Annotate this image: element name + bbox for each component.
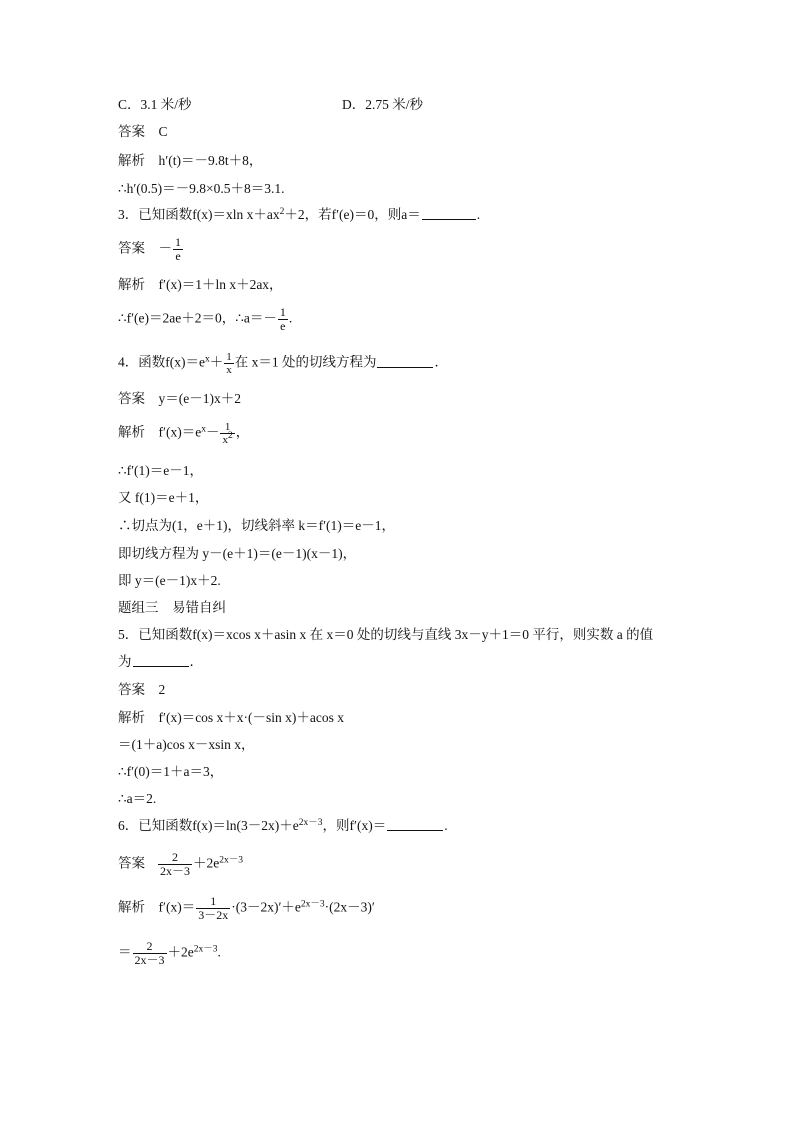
q4-analysis-1 — [118, 421, 249, 446]
q6-stem-end: . — [444, 818, 448, 833]
q6-stem — [118, 817, 448, 835]
q6-analysis-2-exponent: 2x－3 — [193, 944, 218, 955]
fraction-denominator-base: x — [222, 434, 228, 446]
q6-answer-blank — [387, 818, 443, 831]
q6-analysis-1-text-3: ·(2x－3)′ — [324, 899, 375, 915]
q6-analysis-2 — [118, 940, 221, 967]
q3-stem-text-2: ＋2，若f′(e)＝0，则a＝ — [284, 207, 421, 222]
q5-analysis-1: 解析 f′(x)＝cos x＋x·(－sin x)＋acos x — [118, 710, 345, 725]
q3-stem — [118, 206, 480, 224]
q4-answer: 答案 y＝(e－1)x＋2 — [118, 391, 241, 406]
fraction-numerator: 2 — [158, 851, 192, 865]
q5-stem-end: ． — [189, 654, 203, 669]
q2-answer: 答案 C — [118, 124, 168, 139]
q5-analysis-3: ∴f′(0)＝1＋a＝3， — [118, 764, 224, 779]
q6-analysis-1-text-2: ·(3－2x)′＋e — [231, 899, 301, 915]
q3-stem-end: . — [476, 207, 481, 222]
q3-analysis-2-text: ∴f′(e)＝2ae＋2＝0，∴a＝－ — [118, 310, 277, 326]
q5-analysis-2: ＝(1＋a)cos x－xsin x， — [118, 737, 255, 752]
q6-answer — [118, 851, 243, 878]
q5-answer-blank — [133, 654, 189, 667]
q5-answer: 答案 2 — [118, 682, 166, 697]
fraction-denominator: x — [226, 364, 232, 376]
q6-analysis-1-exponent: 2x－3 — [300, 899, 325, 910]
q4-analysis-1-text: 解析 f′(x)＝e — [118, 424, 202, 440]
q2-option-c: C．3.1 米/秒 — [118, 97, 192, 112]
q5-stem-2-text: 为 — [118, 654, 132, 669]
q4-stem-fraction — [224, 351, 234, 376]
q2-analysis-2: ∴h′(0.5)＝－9.8×0.5＋8＝3.1. — [118, 181, 285, 196]
fraction-denominator: 2x－3 — [134, 953, 165, 967]
q6-analysis-2-text: ＝ — [118, 944, 132, 960]
q3-analysis-1: 解析 f′(x)＝1＋ln x＋2ax， — [118, 277, 283, 292]
q6-analysis-1-fraction — [196, 895, 230, 922]
q4-analysis-2: ∴f′(1)＝e－1， — [118, 463, 204, 478]
q5-stem-1: 5．已知函数f(x)＝xcos x＋asin x 在 x＝0 处的切线与直线 3x－y＋1＝0 平行，则实数 a 的值 — [118, 627, 654, 642]
q4-analysis-3: 又 f(1)＝e＋1， — [118, 490, 209, 505]
q4-exponent: x — [204, 354, 210, 365]
q6-analysis-2-text-2: ＋2e — [167, 944, 194, 960]
q4-stem-text: 4．函数f(x)＝e — [118, 354, 205, 370]
fraction-denominator — [220, 431, 234, 446]
q3-stem-text: 3．已知函数f(x)＝xln x＋ax — [118, 207, 280, 222]
fraction-numerator: 1 — [226, 351, 232, 363]
q6-analysis-2-end: . — [217, 944, 221, 960]
q4-answer-blank — [377, 355, 433, 368]
q3-analysis-2 — [118, 306, 292, 333]
q2-option-d: D．2.75 米/秒 — [342, 97, 423, 112]
q4-analysis-6: 即 y＝(e－1)x＋2. — [118, 573, 221, 588]
q4-stem-end: ． — [434, 354, 448, 370]
fraction-numerator: 1 — [196, 895, 230, 909]
fraction-numerator: 1 — [279, 305, 286, 319]
q3-analysis-fraction — [278, 306, 288, 333]
q2-analysis-1: 解析 h′(t)＝－9.8t＋8， — [118, 153, 263, 168]
q6-stem-text-2: ，则f′(x)＝ — [322, 818, 387, 833]
q4-stem-text-2: 在 x＝1 处的切线方程为 — [234, 354, 377, 370]
fraction-numerator: 1 — [220, 421, 234, 434]
q3-answer-blank — [422, 207, 476, 220]
q6-answer-fraction — [158, 851, 192, 878]
fraction-denominator-exponent: 2 — [227, 431, 233, 441]
fraction-denominator: 2x－3 — [160, 864, 191, 878]
q6-analysis-1-text: 解析 f′(x)＝ — [118, 899, 196, 915]
fraction-numerator: 1 — [175, 235, 181, 249]
q3-answer — [118, 236, 184, 263]
q4-analysis-5: 即切线方程为 y－(e＋1)＝(e－1)(x－1)， — [118, 546, 357, 561]
q3-answer-label: 答案 － — [118, 240, 172, 256]
q4-analysis-4: ∴切点为(1，e＋1)，切线斜率 k＝f′(1)＝e－1， — [118, 518, 396, 533]
q3-analysis-2-end: . — [288, 310, 293, 326]
q6-stem-exponent: 2x－3 — [298, 818, 323, 828]
group3-title: 题组三 易错自纠 — [118, 600, 226, 615]
q4-stem — [118, 351, 448, 376]
fraction-denominator: e — [175, 249, 181, 263]
q3-exponent: 2 — [279, 207, 285, 217]
q4-stem-plus: ＋ — [209, 354, 224, 370]
q5-stem-2 — [118, 653, 203, 671]
q6-answer-label: 答案 — [118, 855, 145, 871]
q4-analysis-fraction — [220, 421, 234, 446]
q6-analysis-1 — [118, 895, 375, 922]
q3-answer-fraction — [173, 236, 183, 263]
q4-analysis-exponent: x — [201, 424, 206, 435]
fraction-denominator: e — [280, 319, 286, 333]
q6-answer-exponent: 2x－3 — [219, 855, 244, 866]
q4-analysis-1-end: ， — [235, 424, 250, 440]
q6-stem-text: 6．已知函数f(x)＝ln(3－2x)＋e — [118, 818, 299, 833]
fraction-numerator: 2 — [133, 940, 167, 954]
fraction-denominator: 3－2x — [198, 908, 229, 922]
q5-analysis-4: ∴a＝2. — [118, 791, 157, 806]
q6-answer-text: ＋2e — [193, 855, 220, 871]
q6-analysis-2-fraction — [133, 940, 167, 967]
q4-analysis-minus: － — [205, 424, 220, 440]
q2-options — [118, 96, 423, 114]
